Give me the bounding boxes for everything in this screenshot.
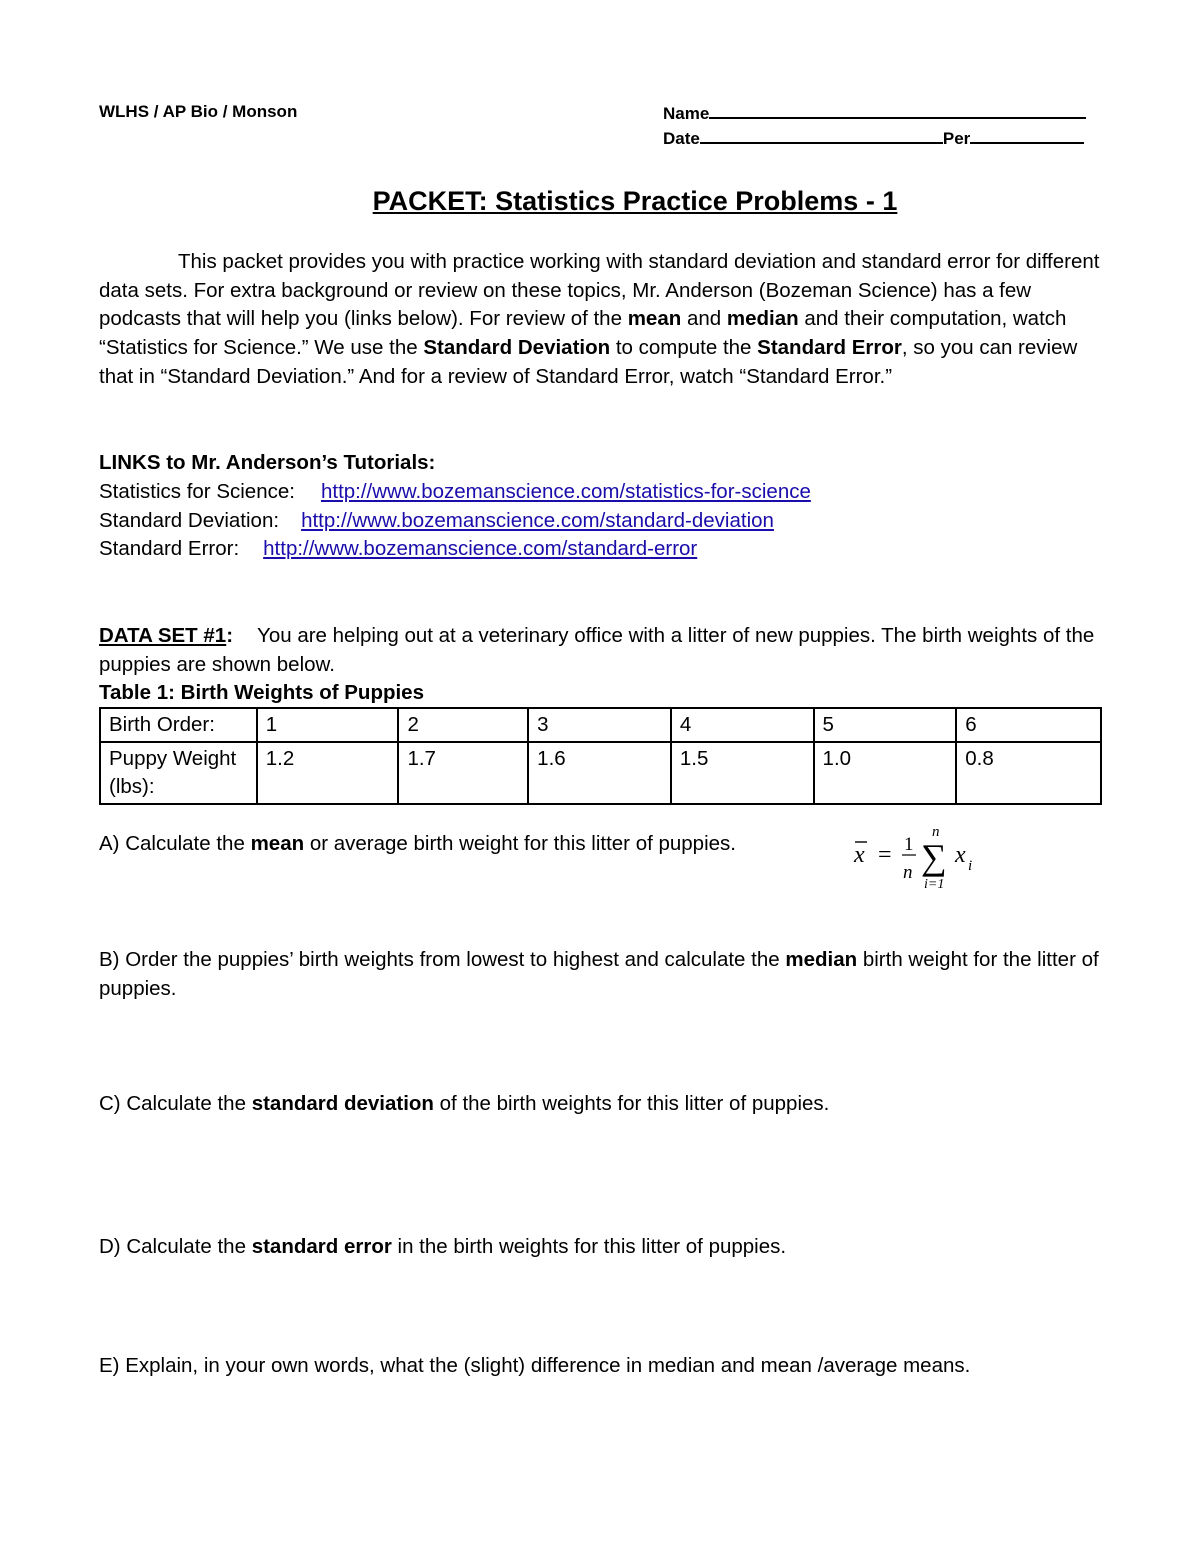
formula-x: x [955,842,966,868]
date-per-line [663,126,1084,149]
question-e [99,1352,1109,1381]
dataset-text: You are helping out at a veterinary office with a litter of new puppies. The birth weights of the puppies are shown below. [99,624,1095,676]
formula-denominator: n [903,862,913,883]
question-d [99,1233,1109,1262]
link-statistics-for-science[interactable]: http://www.bozemanscience.com/statistics-for-science [320,480,811,503]
mean-formula [852,822,992,896]
intro-text-3: and their computation, watch “Statistics for Science.” We use the [99,307,1067,360]
question-bold: standard error [251,1235,392,1258]
date-label: Date [663,129,700,148]
question-bold: mean [250,832,305,855]
name-line [663,101,1086,124]
table-row-birth-order [100,708,1101,742]
course-header: WLHS / AP Bio / Monson [99,102,298,121]
link-row-standard-deviation [99,507,1109,536]
table-cell-header: Birth Order: [100,708,257,742]
formula-equals: = [878,842,892,868]
name-label: Name [663,104,710,123]
intro-bold-se: Standard Error [757,336,902,360]
intro-paragraph [99,248,1109,392]
link-row-standard-error [99,535,1109,564]
intro-bold-mean: mean [627,307,682,331]
link-standard-deviation[interactable]: http://www.bozemanscience.com/standard-deviation [301,509,774,532]
question-bold: standard deviation [251,1092,434,1115]
formula-upper-limit: n [932,824,940,840]
table-cell: 0.8 [956,742,1101,804]
formula-subscript: i [968,858,973,874]
links-heading: LINKS to Mr. Anderson’s Tutorials: [99,451,436,474]
table-cell: 1.0 [814,742,957,804]
link-standard-error[interactable]: http://www.bozemanscience.com/standard-error [263,537,698,560]
table-cell: 1 [257,708,399,742]
formula-lower-limit: i=1 [924,877,945,892]
dataset-colon: : [226,624,234,647]
table-cell: 1.2 [257,742,399,804]
intro-text-4: to compute the [610,336,758,360]
question-c [99,1090,1109,1119]
date-blank[interactable] [700,126,943,144]
dataset-intro [99,622,1109,679]
question-text: C) Calculate the [99,1092,252,1115]
name-blank[interactable] [709,101,1086,119]
table-title: Table 1: Birth Weights of Puppies [99,681,424,704]
table-cell: 4 [671,708,814,742]
link-row-statistics [99,478,1109,507]
question-text: in the birth weights for this litter of puppies. [391,1235,787,1258]
table-cell-header: Puppy Weight (lbs): [100,742,257,804]
intro-bold-median: median [726,307,799,331]
link-label: Statistics for Science: [99,480,295,503]
page-title: PACKET: Statistics Practice Problems - 1 [372,186,898,216]
question-a [99,830,799,859]
question-text: E) Explain, in your own words, what the (slight) difference in median and mean /average means. [99,1354,971,1377]
per-label: Per [942,129,971,148]
link-label: Standard Deviation: [99,509,280,532]
table-row-puppy-weight [100,742,1101,804]
question-text: birth weight for the litter of puppies. [99,948,1099,1000]
per-blank[interactable] [970,126,1084,144]
table-cell: 1.6 [528,742,671,804]
table-cell: 6 [956,708,1101,742]
dataset-label: DATA SET #1 [99,624,227,647]
question-bold: median [785,948,858,971]
table-cell: 1.7 [398,742,528,804]
formula-numerator: 1 [904,834,914,855]
formula-xbar: x [854,842,865,868]
question-text: or average birth weight for this litter of puppies. [304,832,736,855]
question-text: A) Calculate the [99,832,251,855]
formula-sigma: ∑ [921,837,947,877]
question-text: of the birth weights for this litter of puppies. [433,1092,830,1115]
intro-text-2: and [681,307,727,331]
question-text: B) Order the puppies’ birth weights from lowest to highest and calculate the [99,948,786,971]
question-text: D) Calculate the [99,1235,252,1258]
table-cell: 3 [528,708,671,742]
intro-text-1: This packet provides you with practice working with standard deviation and standard error for different data sets. For extra background or review on these topics, Mr. Anderson (Bozeman Science) has a few podcasts that will help you (links below). For review of the [99,250,1100,331]
birth-weights-table [99,707,1102,805]
table-cell: 1.5 [671,742,814,804]
question-b [99,946,1109,1003]
intro-text-5: , so you can review that in “Standard Deviation.” And for a review of Standard Error, watch “Standard Error.” [99,336,1078,388]
table-cell: 5 [814,708,957,742]
table-cell: 2 [398,708,528,742]
intro-bold-sd: Standard Deviation [423,336,611,360]
link-label: Standard Error: [99,537,240,560]
